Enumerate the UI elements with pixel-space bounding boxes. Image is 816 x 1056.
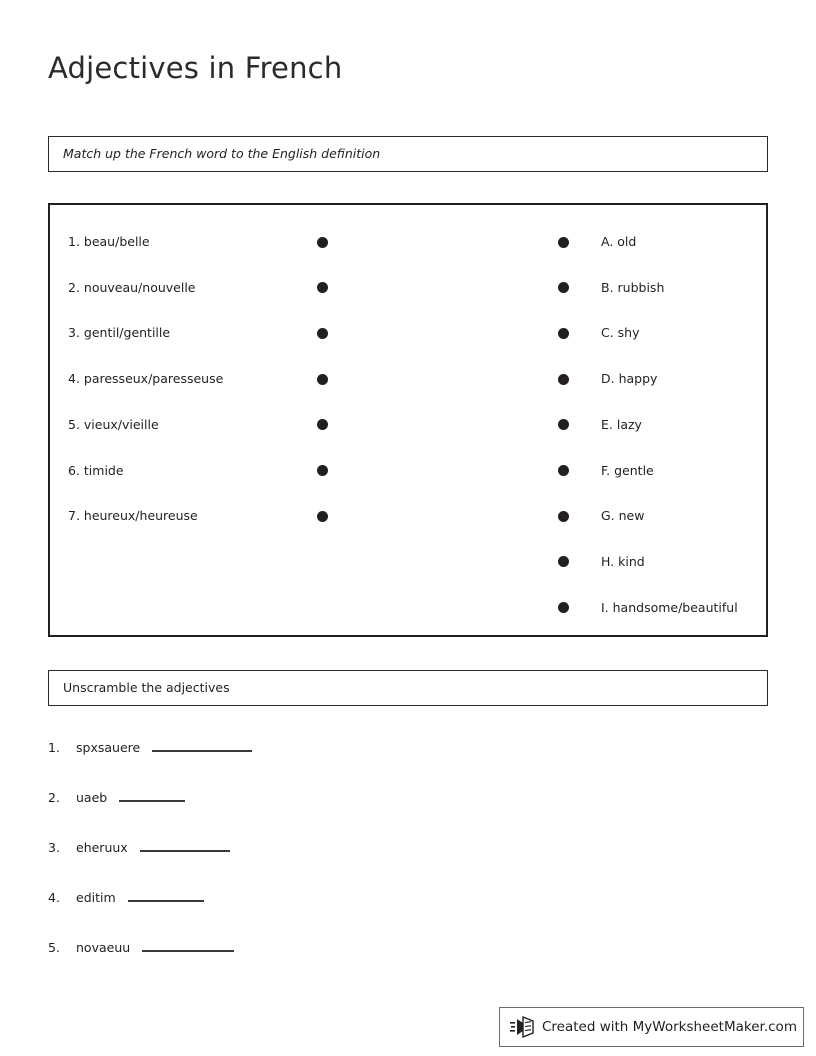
matching-right-label: B. rubbish (601, 279, 665, 295)
match-dot-icon[interactable] (317, 374, 328, 385)
unscramble-row (48, 740, 252, 762)
instruction-bar-matching (48, 136, 768, 172)
matching-left-label: 1. beau/belle (68, 234, 150, 249)
matching-left-label: 3. gentil/gentille (68, 325, 171, 341)
matching-left-row[interactable] (68, 323, 328, 343)
matching-right-row[interactable] (558, 461, 808, 481)
unscramble-answer-blank[interactable] (142, 940, 234, 952)
matching-left-label: 4. paresseux/paresseuse (68, 371, 224, 387)
matching-left-row[interactable] (68, 369, 328, 389)
matching-left-label: 5. vieux/vieille (68, 416, 159, 432)
match-dot-icon[interactable] (317, 328, 328, 339)
unscramble-row (48, 790, 185, 812)
matching-right-row[interactable] (558, 598, 808, 618)
unscramble-row-number: 3. (48, 840, 60, 855)
unscramble-row-number: 5. (48, 940, 60, 955)
matching-right-row[interactable] (558, 506, 808, 526)
matching-left-row[interactable] (68, 278, 328, 298)
matching-right-row[interactable] (558, 415, 808, 435)
unscramble-scrambled-word: uaeb (76, 790, 108, 805)
unscramble-row-number: 2. (48, 790, 60, 805)
match-dot-icon[interactable] (317, 419, 328, 430)
matching-right-label: G. new (601, 508, 645, 524)
matching-exercise-box (48, 203, 768, 637)
matching-right-label: E. lazy (601, 416, 642, 432)
match-dot-icon[interactable] (558, 237, 569, 248)
matching-left-label: 2. nouveau/nouvelle (68, 279, 196, 295)
unscramble-scrambled-word: eheruux (76, 840, 128, 855)
instruction-text-matching: Match up the French word to the English definition (63, 146, 381, 161)
unscramble-scrambled-word: novaeuu (76, 940, 131, 955)
match-dot-icon[interactable] (558, 511, 569, 522)
matching-right-row[interactable] (558, 552, 808, 572)
match-dot-icon[interactable] (317, 511, 328, 522)
unscramble-row-number: 1. (48, 740, 60, 755)
matching-right-row[interactable] (558, 369, 808, 389)
matching-left-label: 7. heureux/heureuse (68, 508, 198, 524)
instruction-bar-unscramble (48, 670, 768, 706)
match-dot-icon[interactable] (317, 282, 328, 293)
matching-left-row[interactable] (68, 415, 328, 435)
match-dot-icon[interactable] (558, 465, 569, 476)
match-dot-icon[interactable] (558, 602, 569, 613)
matching-right-label: A. old (601, 234, 637, 249)
matching-left-row[interactable] (68, 461, 328, 481)
matching-right-label: D. happy (601, 371, 658, 387)
matching-right-row[interactable] (558, 323, 808, 343)
matching-right-label: H. kind (601, 553, 645, 569)
match-dot-icon[interactable] (558, 419, 569, 430)
unscramble-row-number: 4. (48, 890, 60, 905)
unscramble-answer-blank[interactable] (152, 740, 252, 752)
unscramble-row (48, 940, 234, 962)
matching-left-row[interactable] (68, 232, 328, 252)
matching-right-label: I. handsome/beautiful (601, 599, 738, 615)
unscramble-row (48, 840, 230, 862)
match-dot-icon[interactable] (558, 556, 569, 567)
unscramble-scrambled-word: spxsauere (76, 740, 141, 755)
matching-right-row[interactable] (558, 232, 808, 252)
unscramble-scrambled-word: editim (76, 890, 116, 905)
footer-attribution-badge[interactable] (499, 1007, 804, 1047)
footer-badge-text: Created with MyWorksheetMaker.com (542, 1019, 797, 1035)
instruction-text-unscramble: Unscramble the adjectives (63, 680, 230, 695)
unscramble-answer-blank[interactable] (119, 790, 185, 802)
unscramble-answer-blank[interactable] (140, 840, 230, 852)
match-dot-icon[interactable] (558, 282, 569, 293)
match-dot-icon[interactable] (317, 237, 328, 248)
matching-right-row[interactable] (558, 278, 808, 298)
matching-left-row[interactable] (68, 506, 328, 526)
match-dot-icon[interactable] (558, 374, 569, 385)
match-dot-icon[interactable] (558, 328, 569, 339)
matching-left-label: 6. timide (68, 462, 124, 478)
matching-right-label: F. gentle (601, 462, 654, 478)
match-dot-icon[interactable] (317, 465, 328, 476)
worksheet-maker-logo-icon (510, 1015, 536, 1039)
unscramble-answer-blank[interactable] (128, 890, 204, 902)
matching-right-label: C. shy (601, 325, 640, 341)
page-title: Adjectives in French (48, 51, 343, 85)
unscramble-row (48, 890, 204, 912)
